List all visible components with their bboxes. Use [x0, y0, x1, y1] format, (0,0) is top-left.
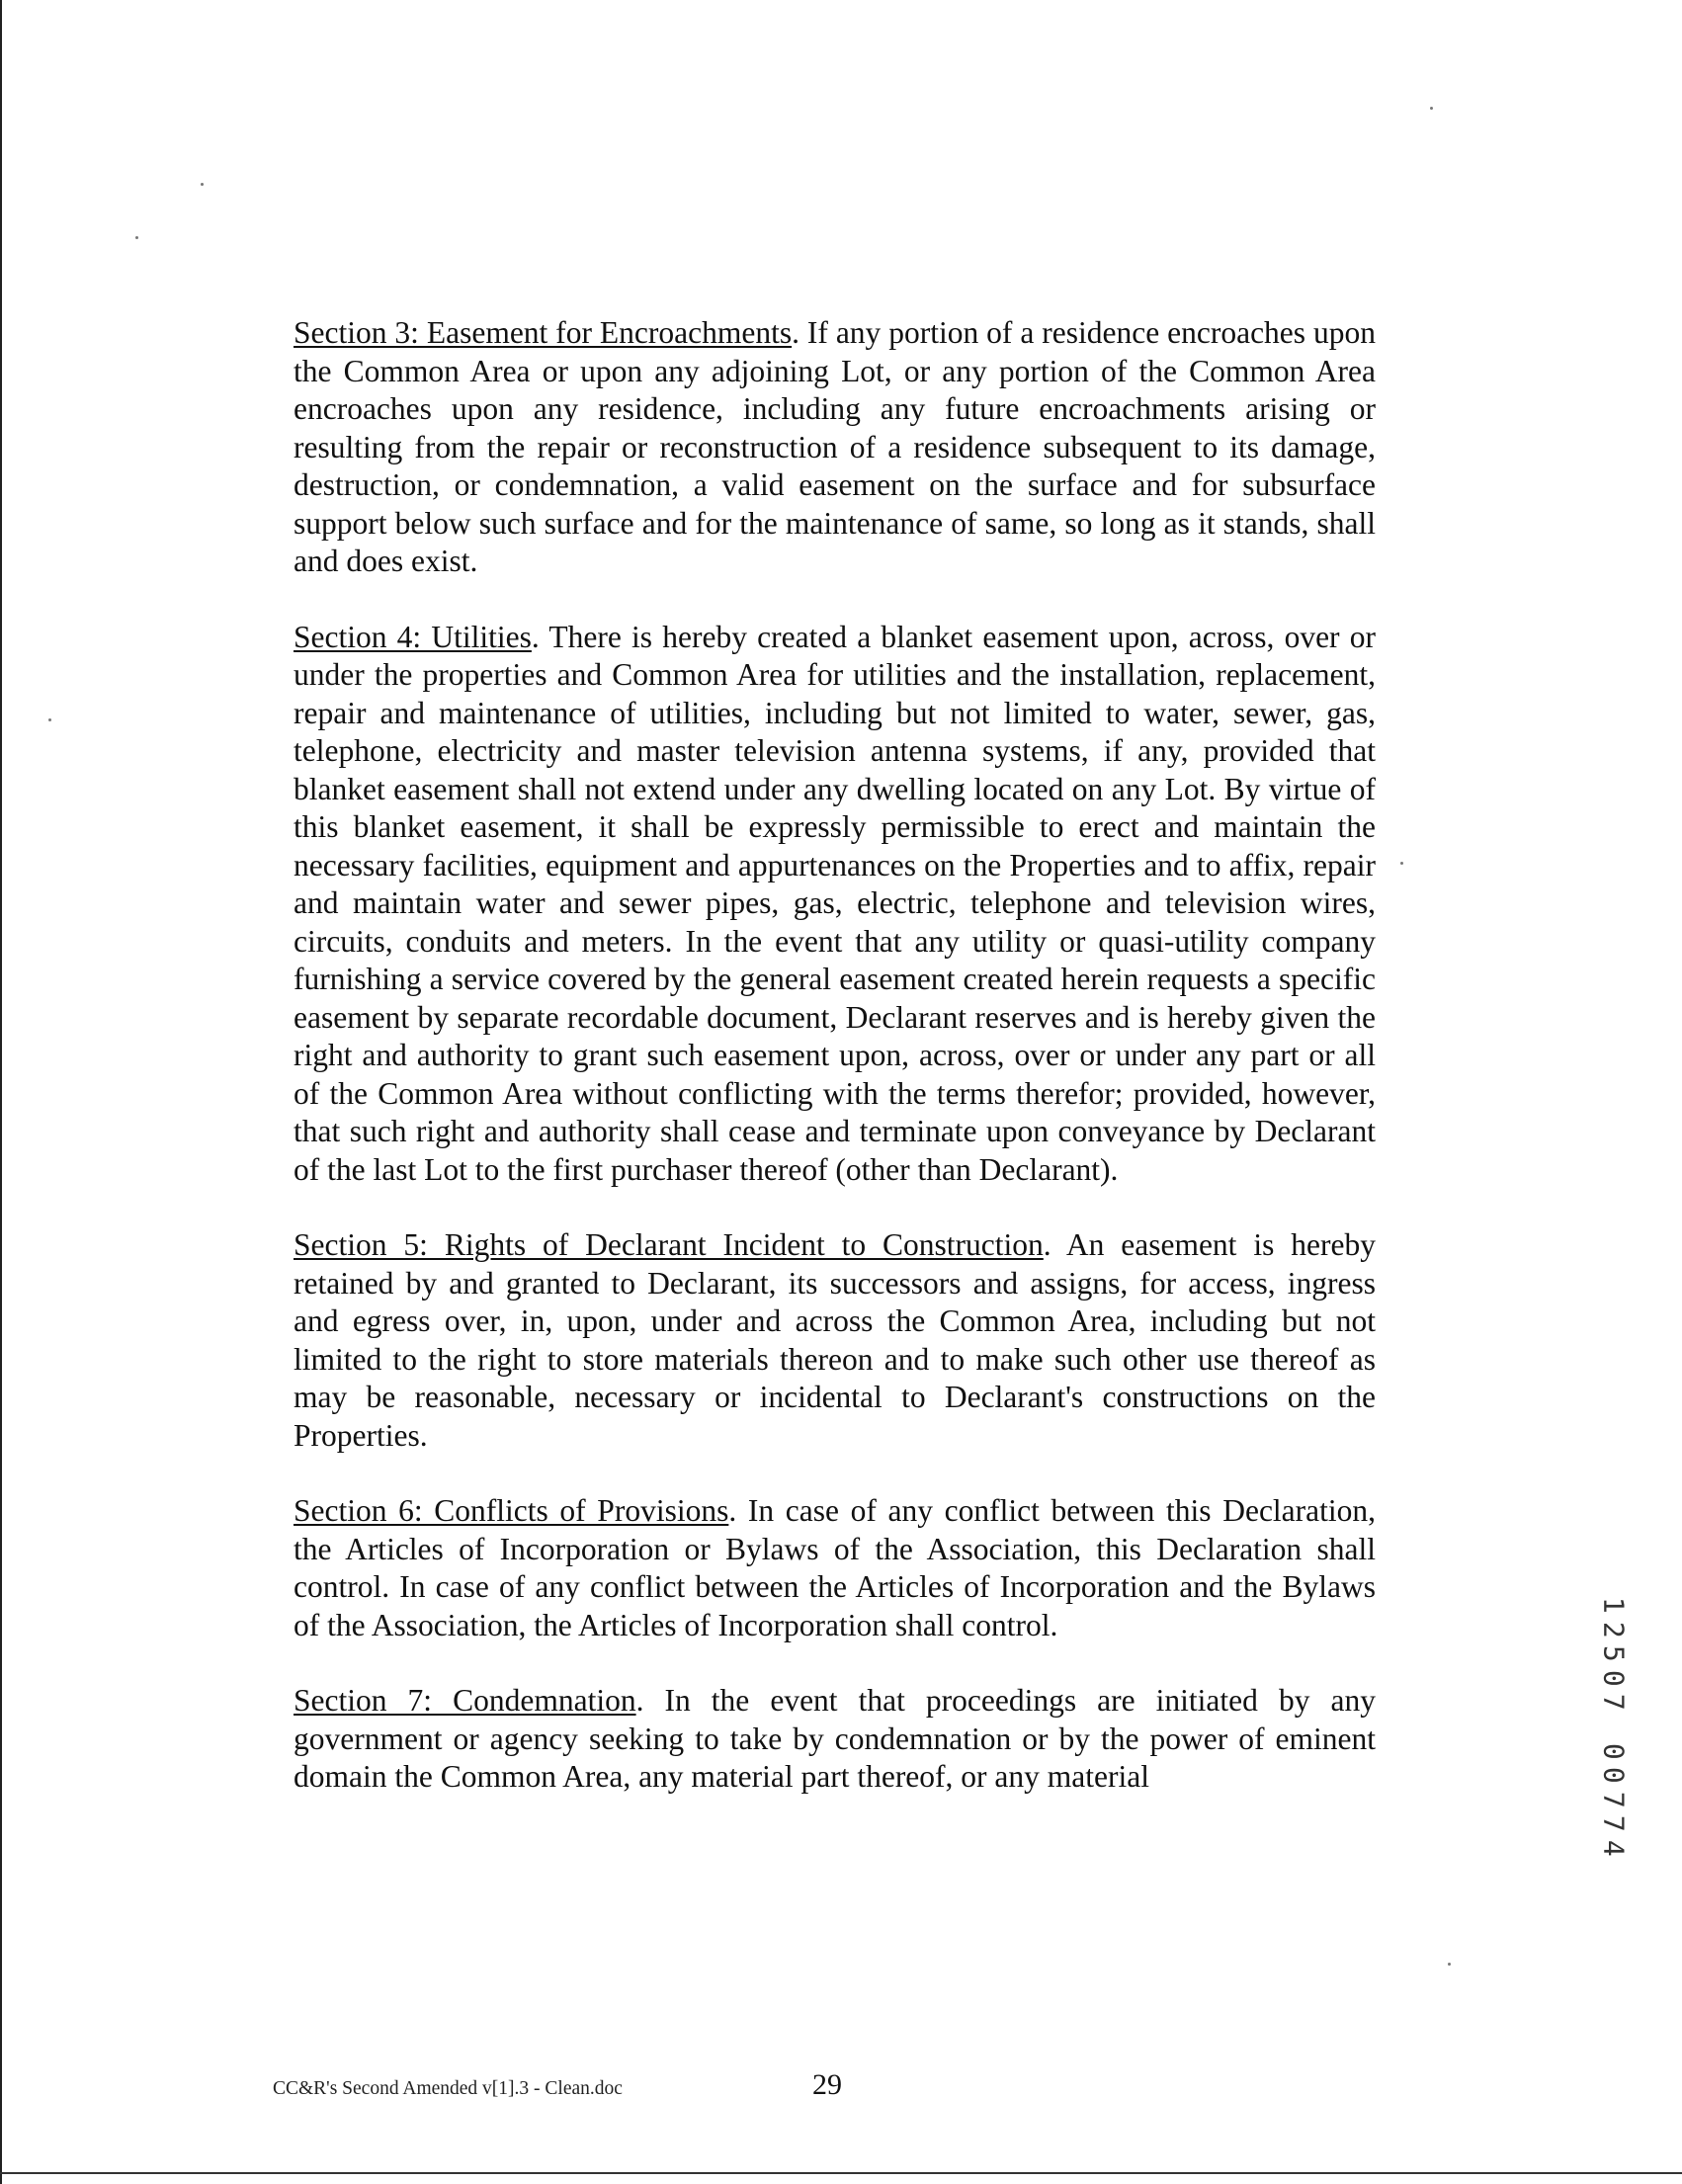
document-body [294, 314, 1376, 1834]
stamp-digit: 0 [1597, 1766, 1631, 1784]
section-4-paragraph [294, 619, 1376, 1190]
stamp-digit: 0 [1597, 1742, 1631, 1760]
footer-page-number: 29 [812, 2068, 842, 2101]
stamp-digit: 7 [1597, 1814, 1631, 1832]
scan-speck [1430, 107, 1433, 110]
page-bottom-edge [0, 2172, 1682, 2174]
section-5-body: . An easement is hereby retained by and granted to Declarant, its successors and assigns, for access, ingress and egress over, in, upon, under and across the Common Area, including but not limited to the right to store materials thereon and to make such other use thereof as may be reasonable, necessary or incidental to Declarant's constructions on the Properties. [294, 1227, 1376, 1453]
stamp-digit: 7 [1597, 1693, 1631, 1711]
footer-filename: CC&R's Second Amended v[1].3 - Clean.doc [273, 2078, 623, 2099]
section-4-heading: Section 4: Utilities [294, 619, 532, 654]
scan-speck [1448, 1963, 1451, 1966]
page-left-edge [0, 0, 2, 2184]
scan-speck [48, 718, 51, 721]
scan-speck [1400, 862, 1403, 865]
stamp-digit: 5 [1597, 1644, 1631, 1662]
section-6-heading: Section 6: Conflicts of Provisions [294, 1493, 729, 1528]
section-7-paragraph [294, 1682, 1376, 1797]
section-7-body: . In the event that proceedings are initiated by any government or agency seeking to take by condemnation or by the power of eminent domain the Common Area, any material part thereof, or any material [294, 1683, 1376, 1794]
stamp-digit: 0 [1597, 1669, 1631, 1687]
section-5-heading: Section 5: Rights of Declarant Incident to Construction [294, 1227, 1044, 1262]
section-4-body: . There is hereby created a blanket easement upon, across, over or under the properties and Common Area for utilities and the installation, replacement, repair and maintenance of utilities, including but not limited to water, sewer, gas, telephone, electricity and master television antenna systems, if any, provided that blanket easement shall not extend under any dwelling located on any Lot. By virtue of this blanket easement, it shall be expressly permissible to erect and maintain the necessary facilities, equipment and appurtenances on the Properties and to affix, repair and maintain water and sewer pipes, gas, electric, telephone and television wires, circuits, conduits and meters. In the event that any utility or quasi-utility company furnishing a service covered by the general easement created herein requests a specific easement by separate recordable document, Declarant reserves and is hereby given the right and authority to grant such easement upon, across, over or under any part or all of the Common Area without conflicting with the terms therefor; provided, however, that such right and authority shall cease and terminate upon conveyance by Declarant of the last Lot to the first purchaser thereof (other than Declarant). [294, 619, 1376, 1187]
stamp-digit: 7 [1597, 1791, 1631, 1808]
stamp-digit: 1 [1597, 1596, 1631, 1614]
scan-speck [135, 236, 138, 239]
section-7-heading: Section 7: Condemnation [294, 1683, 636, 1718]
section-6-paragraph [294, 1492, 1376, 1644]
stamp-digit: 4 [1597, 1839, 1631, 1857]
section-3-paragraph [294, 314, 1376, 581]
scan-speck [201, 183, 204, 186]
section-3-body: . If any portion of a residence encroaches upon the Common Area or upon any adjoining Lot, or any portion of the Common Area encroaches upon any residence, including any future encroachments arising or resulting from the repair or reconstruction of a residence subsequent to its damage, destruction, or condemnation, a valid easement on the surface and for subsurface support below such surface and for the maintenance of same, so long as it stands, shall and does exist. [294, 315, 1376, 578]
recording-number-stamp [1593, 1593, 1633, 1860]
stamp-digit: 2 [1597, 1621, 1631, 1638]
section-3-heading: Section 3: Easement for Encroachments [294, 315, 793, 350]
section-6-body: . In case of any conflict between this Declaration, the Articles of Incorporation or Bylaws of the Association, this Declaration shall control. In case of any conflict between the Articles of Incorporation and the Bylaws of the Association, the Articles of Incorporation shall control. [294, 1493, 1377, 1642]
section-5-paragraph [294, 1226, 1376, 1455]
